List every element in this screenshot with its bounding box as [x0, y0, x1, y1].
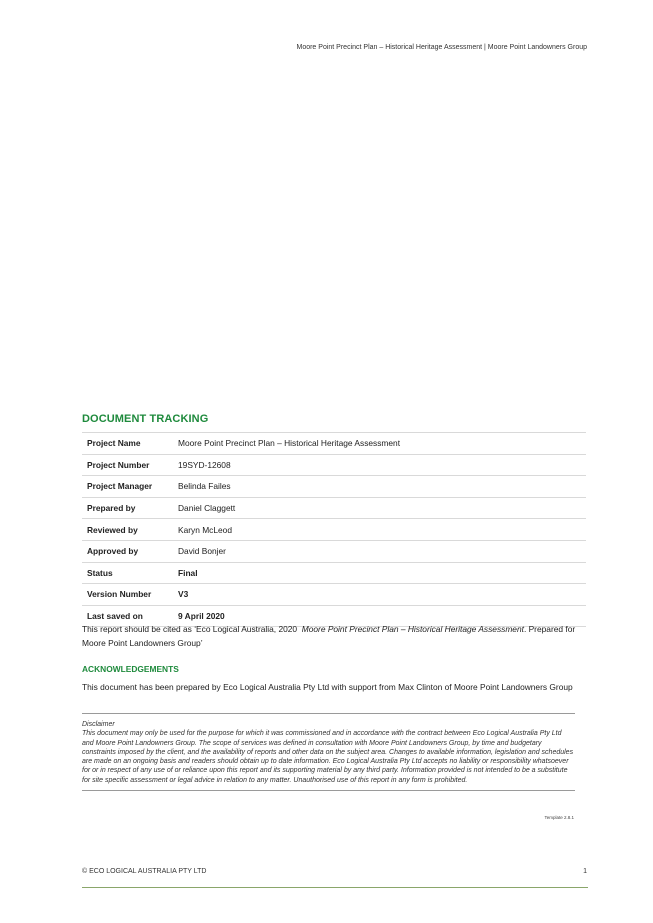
row-value: 9 April 2020 — [173, 605, 586, 627]
citation-text — [82, 622, 582, 650]
row-value: Karyn McLeod — [173, 519, 586, 541]
table-row — [82, 540, 586, 562]
table-row — [82, 562, 586, 584]
row-label: Approved by — [82, 540, 173, 562]
row-label: Project Manager — [82, 476, 173, 498]
template-version: Template 2.8.1 — [544, 815, 574, 820]
page-number: 1 — [583, 868, 587, 875]
footer-copyright: © ECO LOGICAL AUSTRALIA PTY LTD — [82, 868, 207, 875]
row-value: Daniel Claggett — [173, 497, 586, 519]
row-label: Version Number — [82, 584, 173, 606]
citation-title: Moore Point Precinct Plan – Historical Heritage Assessment — [301, 624, 524, 634]
footer-divider — [82, 887, 588, 888]
row-label: Project Number — [82, 454, 173, 476]
row-value: Moore Point Precinct Plan – Historical Heritage Assessment — [173, 433, 586, 455]
table-row — [82, 433, 586, 455]
table-row — [82, 519, 586, 541]
disclaimer-title: Disclaimer — [82, 721, 115, 728]
row-label: Last saved on — [82, 605, 173, 627]
table-row — [82, 584, 586, 606]
row-label: Status — [82, 562, 173, 584]
disclaimer-box — [82, 713, 575, 791]
row-value: Belinda Failes — [173, 476, 586, 498]
disclaimer-text: This document may only be used for the purpose for which it was commissioned and in accordance with the contract between Eco Logical Australia Pty Ltd and Moore Point Landowners Group. The scope of services was defined in consultation with Moore Point Landowners Group, by time and budgetary constraints imposed by the client, and the availability of reports and other data on the subject area. Changes to available information, legislation and schedules are made on an ongoing basis and readers should obtain up to date information. Eco Logical Australia Pty Ltd accepts no liability or responsibility whatsoever for or in respect of any use of or reliance upon this report and its supporting material by any third party. Information provided is not intended to be a substitute for site specific assessment or legal advice in relation to any matter. Unauthorised use of this report in any form is prohibited. — [82, 730, 574, 784]
row-label: Reviewed by — [82, 519, 173, 541]
row-value: Final — [173, 562, 586, 584]
table-row — [82, 497, 586, 519]
table-row — [82, 476, 586, 498]
running-header: Moore Point Precinct Plan – Historical Heritage Assessment | Moore Point Landowners Group — [296, 44, 587, 51]
table-row — [82, 454, 586, 476]
row-value: David Bonjer — [173, 540, 586, 562]
row-label: Prepared by — [82, 497, 173, 519]
document-tracking-title: DOCUMENT TRACKING — [82, 413, 209, 425]
acknowledgements-text: This document has been prepared by Eco Logical Australia Pty Ltd with support from Max Clinton of Moore Point Landowners Group — [82, 682, 573, 692]
row-value: 19SYD-12608 — [173, 454, 586, 476]
citation-suffix: . Prepared for Moore Point Landowners Group’ — [82, 624, 576, 648]
row-label: Project Name — [82, 433, 173, 455]
citation-prefix: This report should be cited as ‘Eco Logical Australia, 2020 — [82, 624, 298, 634]
document-tracking-table — [82, 432, 586, 627]
acknowledgements-title: ACKNOWLEDGEMENTS — [82, 664, 179, 674]
row-value: V3 — [173, 584, 586, 606]
